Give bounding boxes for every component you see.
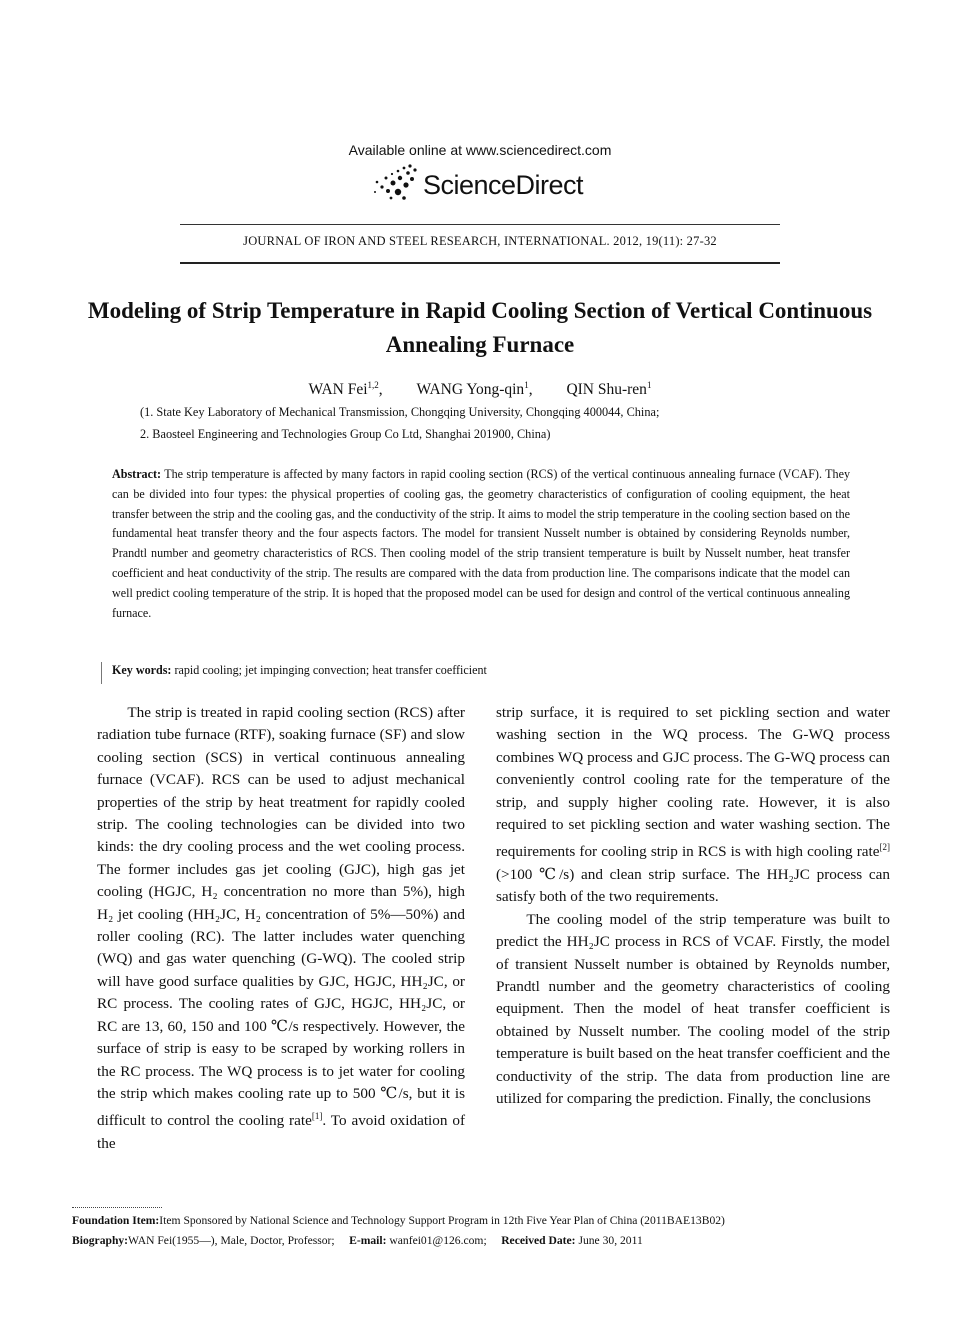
author: WANG Yong-qin$^1$, <box>416 380 533 399</box>
body-column-right <box>496 702 890 1110</box>
body-column-left <box>97 702 465 1155</box>
citation-ref[interactable]: [2] <box>879 842 890 853</box>
foundation-footnote: Foundation Item:Item Sponsored by National Science and Technology Support Program in 12th Five Year Plan of China (2011BAE13B02) <box>72 1214 725 1227</box>
abstract <box>112 465 850 623</box>
body-paragraph: The cooling model of the strip temperature was built to predict the HH₂JC process in RCS of VCAF. Firstly, the model of transient Nusselt number is obtained by Reynolds number, Prandtl number and the geometry characteristics of cooling equipment. Then the model of heat transfer coefficient is obtained by Nusselt number. The cooling model of the strip temperature is built based on the heat transfer coefficient and the conductivity of the strip. The data from production line are utilized for comparing the prediction. Finally, the conclusions <box>496 910 890 1107</box>
keywords <box>112 663 850 678</box>
paper-title: Modeling of Strip Temperature in Rapid Cooling Section of Vertical Continuous Annealing Furnace <box>87 298 873 357</box>
available-online-text: Available online at www.sciencedirect.com <box>348 142 612 158</box>
biography-footnote: Biography:WAN Fei(1955—), Male, Doctor, Professor; E-mail: wanfei01@126.com; Received Date: June 30, 2011 <box>72 1234 643 1247</box>
author: WAN Fei$^{1,2}$, <box>308 380 383 399</box>
author-list <box>0 380 960 399</box>
sciencedirect-dots-icon <box>362 162 422 206</box>
sciencedirect-logo <box>356 162 616 206</box>
header-rule-top <box>180 224 780 225</box>
journal-citation: JOURNAL OF IRON AND STEEL RESEARCH, INTERNATIONAL. 2012, 19(11): 27-32 <box>243 234 717 248</box>
author: QIN Shu-ren$^1$ <box>566 380 652 399</box>
margin-mark <box>101 662 102 684</box>
keywords-label: Key words: <box>112 663 172 677</box>
sciencedirect-wordmark: ScienceDirect <box>423 170 584 200</box>
keywords-text: rapid cooling; jet impinging convection; heat transfer coefficient <box>174 663 487 677</box>
body-paragraph: strip surface, it is required to set pickling section and water washing section in the WQ process. The G-WQ process combines WQ process and GJC process. The G-WQ process can conveniently control cooling rate for the temperature of the strip, and supply higher cooling rate. However, it is also required to set pickling section and water washing section. The requirements for cooling strip in RCS is with high cooling rate[2](>100 ℃/s) and clean strip surface. The HH₂JC process can satisfy both of the two requirements. <box>496 704 890 906</box>
email-link[interactable]: wanfei01@126.com; <box>389 1234 487 1247</box>
body-paragraph: The strip is treated in rapid cooling section (RCS) after radiation tube furnace (RTF), soaking furnace (SF) and slow cooling section (SCS) in vertical continuous annealing furnace (VCAF). RCS can be used to adjust mechanical properties of the strip by heat treatment for rapidly cooled strip. The cooling technologies can be divided into two kinds: the dry cooling process and the wet cooling process. The former includes gas jet cooling (GJC), high gas jet cooling (HGJC, H₂ concentration no more than 5%), high H₂ jet cooling (HH₂JC, H₂ concentration of 5%—50%) and roller cooling (RC). The latter includes water quenching (WQ) and gas water quenching (G-WQ). The cooled strip will have good surface qualities by GJC, HGJC, HH₂JC, or RC process. The cooling rates of GJC, HGJC, HH₂JC, or RC are 13, 60, 150 and 100 ℃/s respectively. However, the surface of strip is easy to be scraped by working rollers in the RC process. The WQ process is to jet water for cooling the strip which makes cooling rate up to 500 ℃/s, but it is difficult to control the cooling rate[1]. To avoid oxidation of the <box>97 704 465 1152</box>
header-rule-bottom <box>180 262 780 264</box>
affiliation: 2. Baosteel Engineering and Technologies Group Co Ltd, Shanghai 201900, China) <box>140 427 551 441</box>
abstract-text: The strip temperature is affected by many factors in rapid cooling section (RCS) of the vertical continuous annealing furnace (VCAF). They can be divided into four types: the physical properties of cooling gas, the geometry characteristics of configuration of cooling equipment, the heat transfer between the strip and the cooling gas, and the conductivity of the strip. It aims to model the strip temperature in the cooling section based on the fundamental heat transfer theory and the four aspects factors. The model for transient Nusselt number is obtained by considering Reynolds number, Prandtl number and geometry characteristics of RCS. Then cooling model of the strip transient temperature is built by Nusselt number, heat transfer coefficient and heat conductivity of the strip. The results are compared with the data from production line. The comparisons indicate that the model can well predict cooling temperature of the strip. It is hoped that the proposed model can be used for design and control of the vertical continuous annealing furnace. <box>112 467 850 620</box>
citation-ref[interactable]: [1] <box>311 1111 323 1122</box>
footnote-rule <box>72 1207 162 1208</box>
abstract-label: Abstract: <box>112 467 162 481</box>
affiliation: (1. State Key Laboratory of Mechanical Transmission, Chongqing University, Chongqing 400044, China; <box>140 405 660 419</box>
